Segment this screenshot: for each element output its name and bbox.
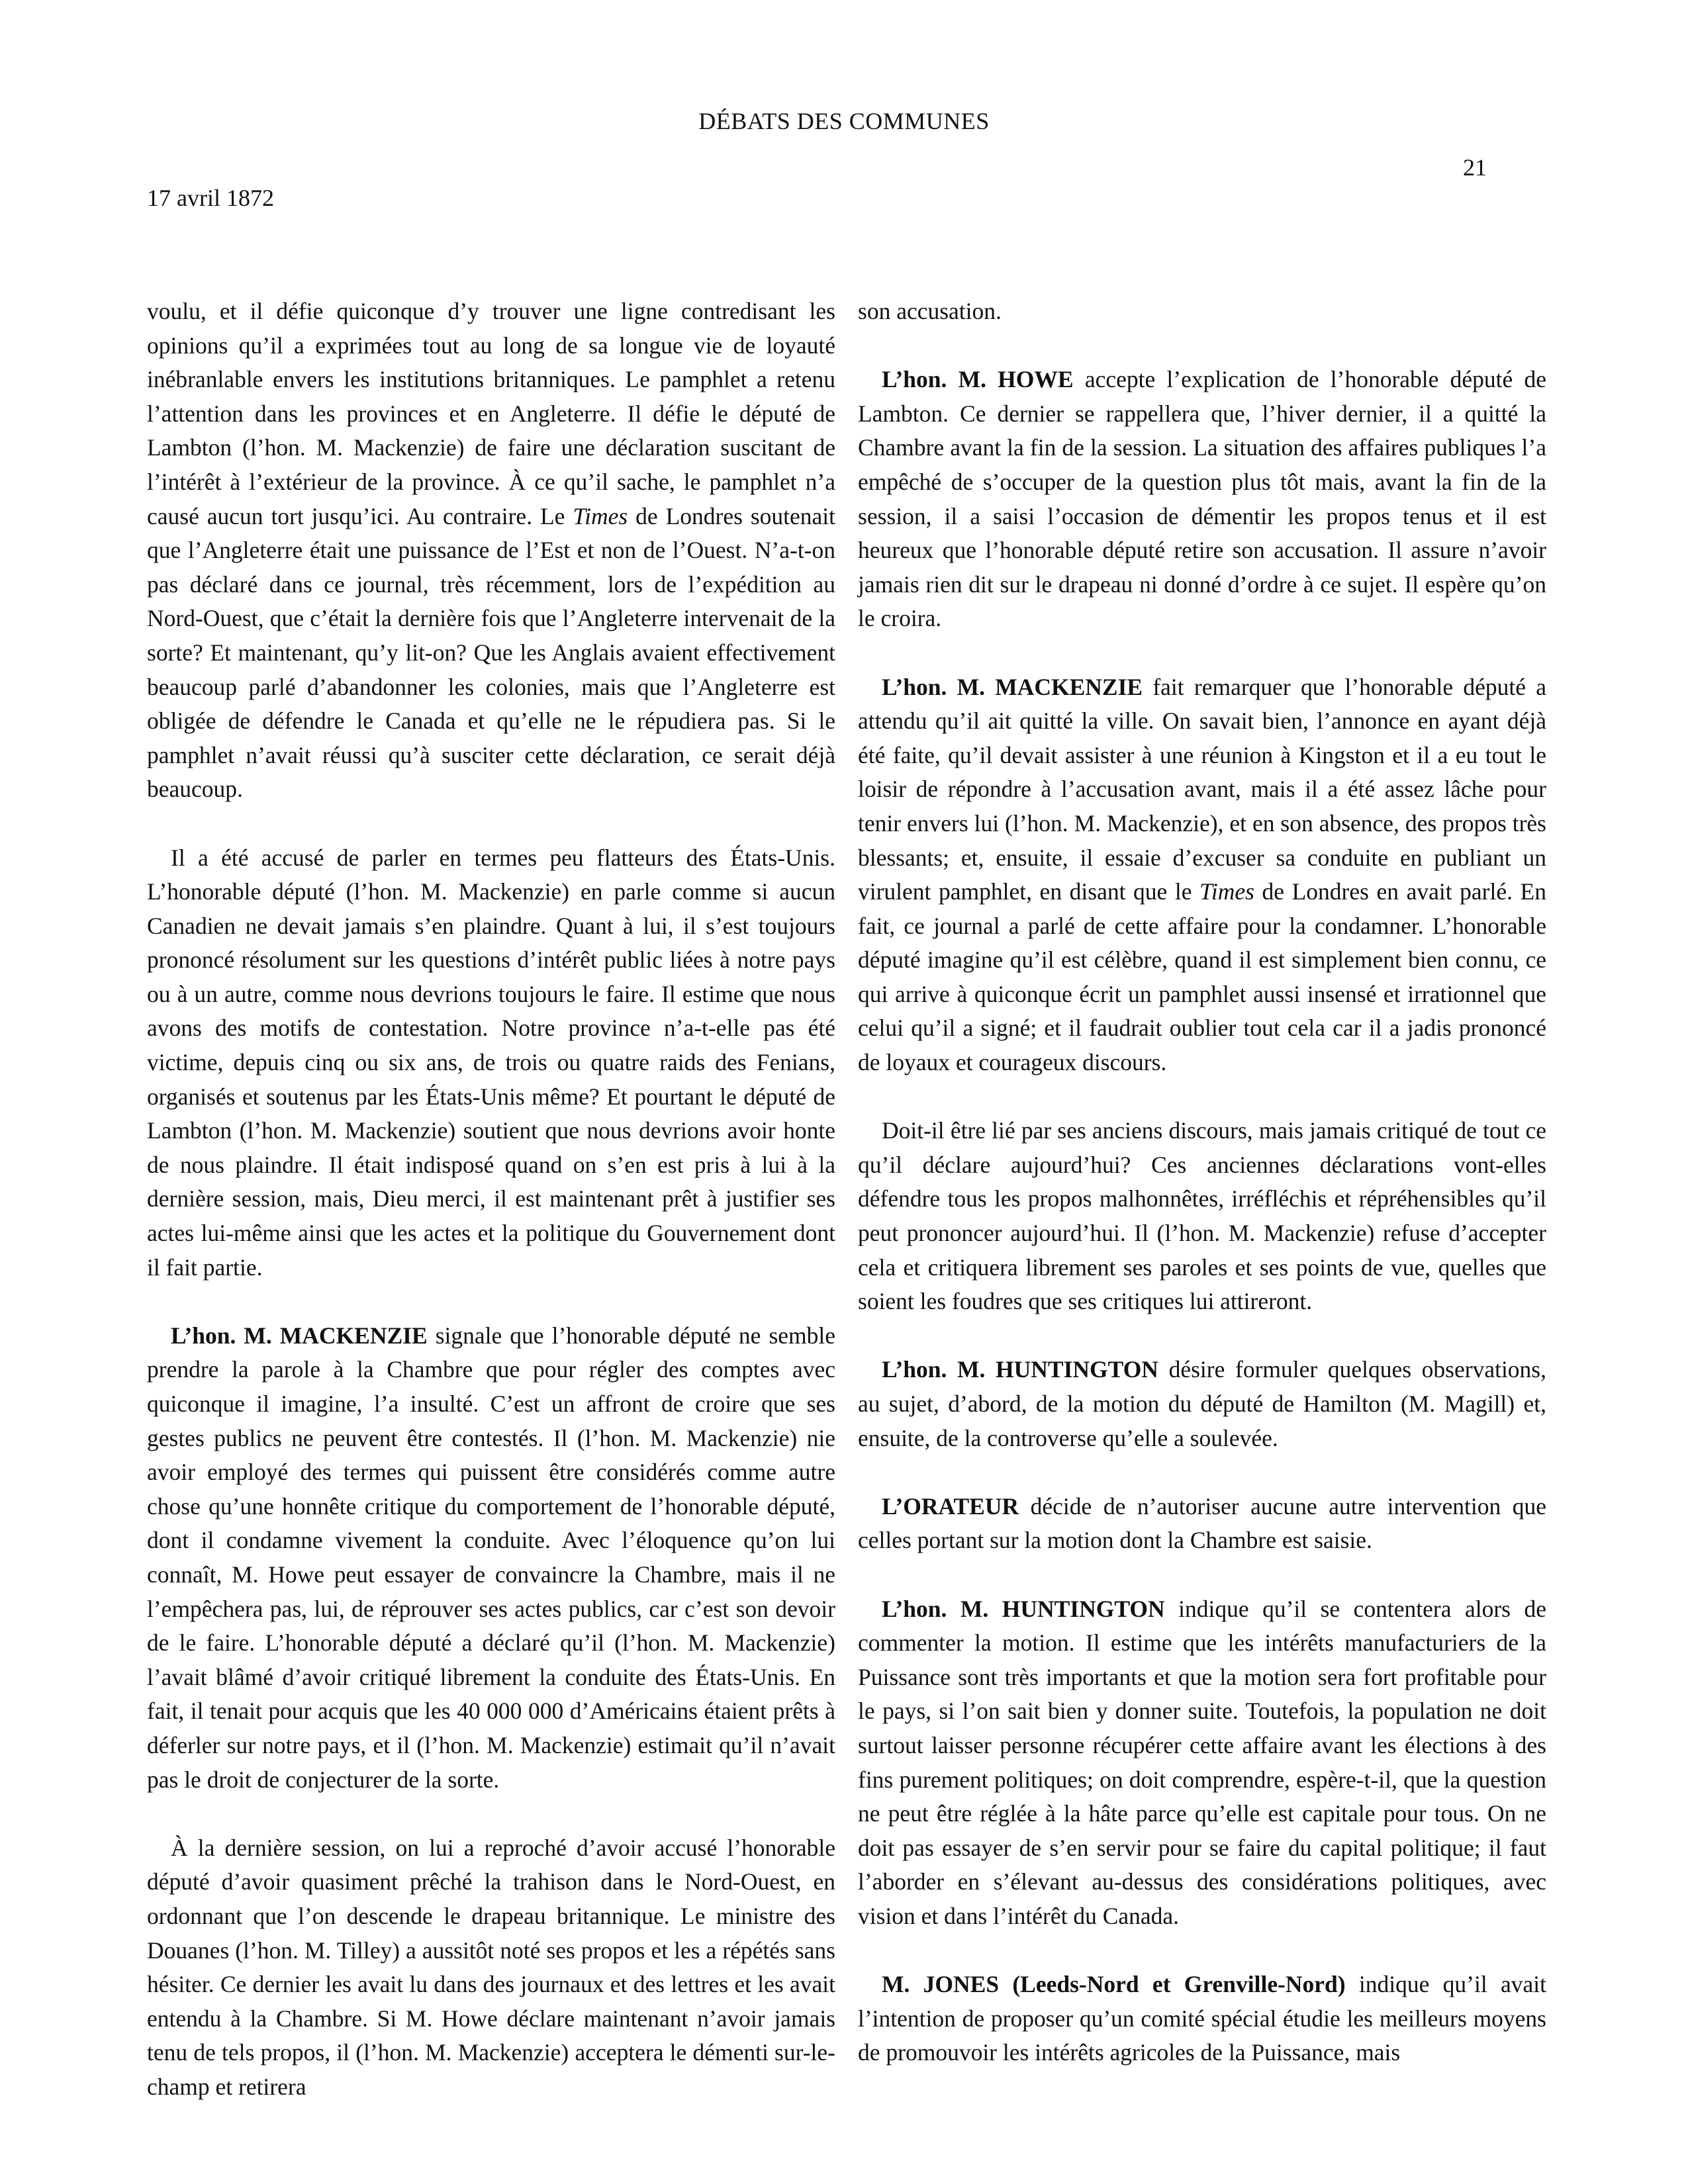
- speech-paragraph: [858, 670, 1546, 1080]
- speech-text: indique qu’il se contentera alors de commenter la motion. Il estime que les intérêts manufacturiers de la Puissance sont très importants et que la motion sera fort profitable pour le pays, si l’on sait bien y donner suite. Toutefois, la population ne doit surtout laisser personne récupérer cette affaire avant les élections à des fins purement politiques; on doit comprendre, espère-t-il, que la question ne peut être réglée à la hâte parce qu’elle est capitale pour tous. On ne doit pas essayer de s’en servir pour se faire du capital politique; il faut l’aborder en s’élevant au-dessus des considérations politiques, avec vision et dans l’intérêt du Canada.: [858, 1595, 1546, 1929]
- paragraph-text: de Londres soutenait que l’Angleterre était une puissance de l’Est et non de l’Ouest. N’a-t-on pas déclaré dans ce journal, très récemment, lors de l’expédition au Nord-Ouest, que c’était la dernière fois que l’Angleterre intervenait de la sorte? Et maintenant, qu’y lit-on? Que les Anglais avaient effectivement beaucoup parlé d’abandonner les colonies, mais que l’Angleterre est obligée de défendre le Canada et qu’elle ne le répudiera pas. Si le pamphlet n’avait réussi qu’à susciter cette déclaration, ce serait déjà beaucoup.: [147, 502, 835, 803]
- paragraph: [147, 295, 835, 807]
- speech-paragraph: [858, 1353, 1546, 1455]
- speaker-name: M. JONES (Leeds-Nord et Grenville-Nord): [882, 1971, 1346, 1998]
- newspaper-title: Times: [1199, 878, 1254, 905]
- speech-text: indique qu’il avait l’intention de proposer qu’un comité spécial étudie les meilleurs moyens de promouvoir les intérêts agricoles de la Puissance, mais: [858, 1971, 1546, 2066]
- speaker-name: L’ORATEUR: [882, 1492, 1019, 1520]
- speech-paragraph: [858, 1592, 1546, 1934]
- speech-text: fait remarquer que l’honorable député a attendu qu’il ait quitté la ville. On savait bien, l’annonce en ayant déjà été faite, qu’il devait assister à une réunion à Kingston et il a eu tout le loisir de répondre à l’accusation avant, mais il a été assez lâche pour tenir envers lui (l’hon. M. Mackenzie), et en son absence, des propos très blessants; et, ensuite, il essaie d’excuser sa conduite en publiant un virulent pamphlet, en disant que le: [858, 673, 1546, 905]
- speech-paragraph: [858, 1490, 1546, 1558]
- speech-text: décide de n’autoriser aucune autre intervention que celles portant sur la motion dont la Chambre est saisie.: [858, 1492, 1546, 1554]
- paragraph: Il a été accusé de parler en termes peu flatteurs des États-Unis. L’honorable député (l’hon. M. Mackenzie) en parle comme si aucun Canadien ne devait jamais s’en plaindre. Quant à lui, il s’est toujours prononcé résolument sur les questions d’intérêt public liées à notre pays ou à un autre, comme nous devrions toujours le faire. Il estime que nous avons des motifs de contestation. Notre province n’a-t-elle pas été victime, depuis cinq ou six ans, de trois ou quatre raids des Fenians, organisés et soutenus par les États-Unis même? Et pourtant le député de Lambton (l’hon. M. Mackenzie) soutient que nous devrions avoir honte de nous plaindre. Il était indisposé quand on s’en est pris à lui à la dernière session, mais, Dieu merci, il est maintenant prêt à justifier ses actes lui-même ainsi que les actes et la politique du Gouvernement dont il fait partie.: [147, 844, 835, 1281]
- speaker-name: L’hon. M. MACKENZIE: [171, 1322, 428, 1349]
- speech-text: signale que l’honorable député ne semble prendre la parole à la Chambre que pour régler des comptes avec quiconque il imagine, l’a insulté. C’est un affront de croire que ses gestes publics ne peuvent être contestés. Il (l’hon. M. Mackenzie) nie avoir employé des termes qui puissent être considérés comme autre chose qu’une honnête critique du comportement de l’honorable député, dont il condamne vivement la conduite. Avec l’éloquence qu’on lui connaît, M. Howe peut essayer de convaincre la Chambre, mais il ne l’empêchera pas, lui, de réprouver ses actes publics, car c’est son devoir de le faire. L’honorable député a déclaré qu’il (l’hon. M. Mackenzie) l’avait blâmé d’avoir critiqué librement la conduite des États-Unis. En fait, il tenait pour acquis que les 40 000 000 d’Américains étaient prêts à déferler sur notre pays, et il (l’hon. M. Mackenzie) estimait qu’il n’avait pas le droit de conjecturer de la sorte.: [147, 1322, 835, 1793]
- speech-text: accepte l’explication de l’honorable député de Lambton. Ce dernier se rappellera que, l’hiver dernier, il a quitté la Chambre avant la fin de la session. La situation des affaires publiques l’a empêché de s’occuper de la question plus tôt mais, avant la fin de la session, il a saisi l’occasion de démentir les propos tenus et il est heureux que l’honorable député retire son accusation. Il assure n’avoir jamais rien dit sur le drapeau ni donné d’ordre à ce sujet. Il espère qu’on le croira.: [858, 366, 1547, 632]
- paragraph: À la dernière session, on lui a reproché d’avoir accusé l’honorable député d’avoir quasiment prêché la trahison dans le Nord-Ouest, en ordonnant que l’on descende le drapeau britannique. Le ministre des Douanes (l’hon. M. Tilley) a aussitôt noté ses propos et les a répétés sans hésiter. Ce dernier les avait lu dans des journaux et des lettres et les avait entendu à la Chambre. Si M. Howe déclare maintenant n’avoir jamais tenu de tels propos, il (l’hon. M. Mackenzie) acceptera le démenti sur-le-champ et retirera: [147, 1834, 835, 2100]
- page-title: DÉBATS DES COMMUNES: [698, 108, 990, 134]
- speaker-name: L’hon. M. HUNTINGTON: [882, 1595, 1165, 1622]
- paragraph: son accusation.: [858, 298, 1002, 324]
- speaker-name: L’hon. M. MACKENZIE: [882, 673, 1143, 700]
- speaker-name: L’hon. M. HOWE: [882, 366, 1074, 393]
- newspaper-title: Times: [573, 502, 628, 529]
- page-date: 17 avril 1872: [147, 185, 274, 211]
- speech-text: désire formuler quelques observations, au sujet, d’abord, de la motion du député de Hamilton (M. Magill) et, ensuite, de la controverse qu’elle a soulevée.: [858, 1356, 1546, 1451]
- speech-text: de Londres en avait parlé. En fait, ce journal a parlé de cette affaire pour la condamner. L’honorable député imagine qu’il est célèbre, quand il est simplement bien connu, ce qui arrive à quiconque écrit un pamphlet aussi insensé et irrationnel que celui qu’il a signé; et il faudrait oublier tout cela car il a jadis prononcé de loyaux et courageux discours.: [858, 878, 1546, 1076]
- paragraph-text: voulu, et il défie quiconque d’y trouver une ligne contredisant les opinions qu’il a exprimées tout au long de sa longue vie de loyauté inébranlable envers les institutions britanniques. Le pamphlet a retenu l’attention dans les provinces et en Angleterre. Il défie le député de Lambton (l’hon. M. Mackenzie) de faire une déclaration suscitant de l’intérêt à l’extérieur de la province. À ce qu’il sache, le pamphlet n’a causé aucun tort jusqu’ici. Au contraire. Le: [147, 298, 835, 529]
- speech-paragraph: [858, 1968, 1546, 2070]
- speech-paragraph: [858, 363, 1546, 636]
- speaker-name: L’hon. M. HUNTINGTON: [882, 1356, 1158, 1383]
- paragraph: Doit-il être lié par ses anciens discours, mais jamais critiqué de tout ce qu’il déclare aujourd’hui? Ces anciennes déclarations vont-elles défendre tous les propos malhonnêtes, irréfléchis et répréhensibles qu’il peut prononcer aujourd’hui. Il (l’hon. M. Mackenzie) refuse d’accepter cela et critiquera librement ses paroles et ses points de vue, quelles que soient les foudres que ses critiques lui attireront.: [858, 1117, 1546, 1315]
- page-number: 21: [1463, 154, 1487, 181]
- left-column: [147, 295, 835, 2104]
- speech-paragraph: [147, 1319, 835, 1797]
- right-column: [858, 295, 1546, 2070]
